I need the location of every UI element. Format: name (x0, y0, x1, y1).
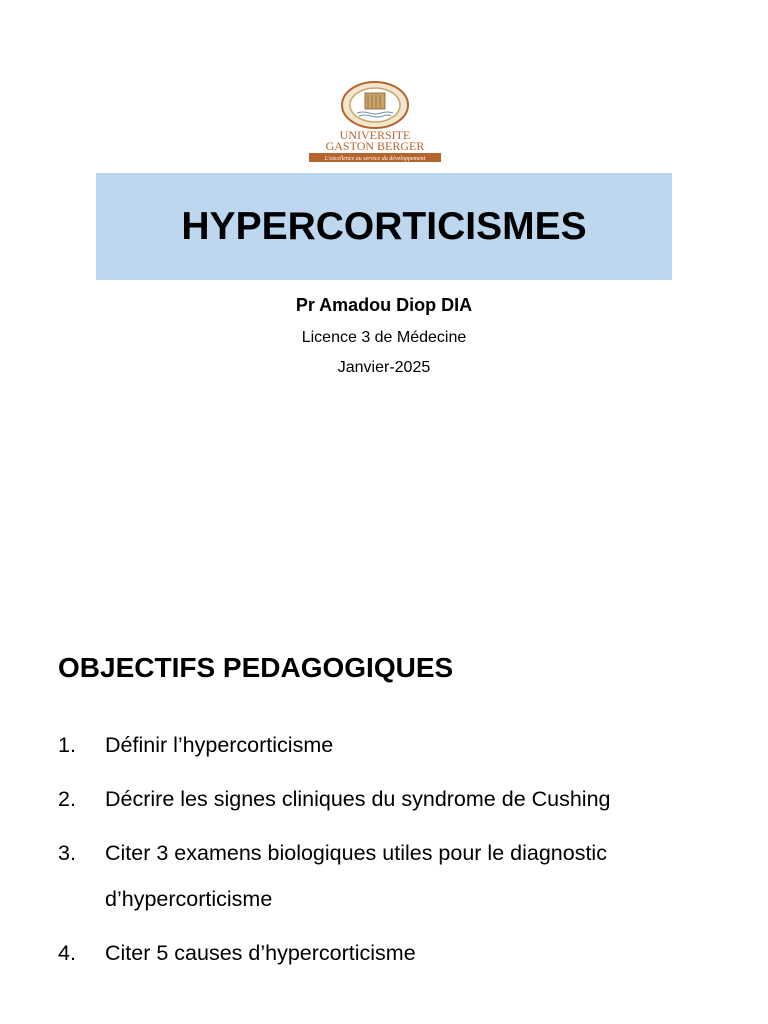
logo-line1: UNIVERSITE (339, 128, 411, 142)
list-item-text: Décrire les signes cliniques du syndrome de Cushing (105, 787, 611, 811)
course-name: Licence 3 de Médecine (301, 329, 467, 346)
title-band (96, 173, 672, 280)
list-item-number: 4. (58, 941, 76, 965)
logo-motto: L'excellence au service du développement (324, 156, 426, 162)
course-date: Janvier-2025 (337, 359, 431, 376)
list-item (58, 722, 738, 768)
list-item-number: 1. (58, 733, 76, 757)
list-item (58, 830, 738, 922)
list-item-text: Citer 3 examens biologiques utiles pour le diagnostic d’hypercorticisme (105, 841, 607, 911)
objectives-heading: OBJECTIFS PEDAGOGIQUES (58, 652, 454, 683)
list-item-number: 2. (58, 787, 76, 811)
list-item-text: Définir l’hypercorticisme (105, 733, 334, 757)
list-item-text: Citer 5 causes d’hypercorticisme (105, 941, 416, 965)
list-item (58, 776, 738, 822)
objectives-list (58, 722, 738, 984)
page-title: HYPERCORTICISMES (181, 204, 587, 248)
author-name: Pr Amadou Diop DIA (295, 295, 473, 315)
list-item (58, 930, 738, 976)
university-seal-icon (305, 80, 445, 164)
university-logo (305, 80, 445, 164)
list-item-number: 3. (58, 841, 76, 865)
logo-line2: GASTON BERGER (325, 139, 425, 153)
